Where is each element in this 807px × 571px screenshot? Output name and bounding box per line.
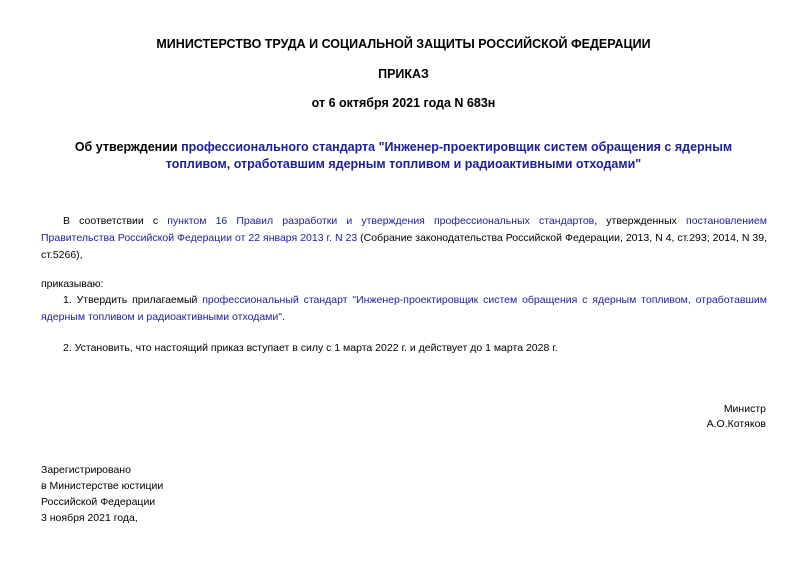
order-date: от 6 октября 2021 года N 683н [311,96,496,110]
title-prefix: Об утверждении [74,140,182,154]
paragraph-legal-basis [41,213,767,264]
prikazyvayu-text: приказываю: [41,278,104,290]
order-heading: ПРИКАЗ [378,67,429,81]
signer-name: А.О.Котяков [706,418,766,430]
professional-standard-link[interactable]: профессиональный стандарт "Инженер-проектировщик систем обращения с ядерным топливом, отработавшим ядерным топливом и радиоактивными отходами" [41,294,767,323]
government-decree-link[interactable]: постановлением Правительства Российской Федерации от 22 января 2013 г. N 23 [41,215,767,244]
registration-line-4: 3 ноября 2021 года, [41,512,138,524]
ministry-heading: МИНИСТЕРСТВО ТРУДА И СОЦИАЛЬНОЙ ЗАЩИТЫ РОССИЙСКОЙ ФЕДЕРАЦИИ [156,37,651,51]
paragraph2-text-2: . [282,311,285,323]
registration-line-2: в Министерстве юстиции [41,480,164,492]
rules-point-16-link[interactable]: пунктом 16 Правил разработки и утверждения профессиональных стандартов [167,215,595,227]
paragraph2-text-1: 1. Утвердить прилагаемый [63,294,203,306]
paragraph1-text-1: В соответствии с [63,215,168,227]
paragraph-effective-date: 2. Установить, что настоящий приказ вступает в силу с 1 марта 2022 г. и действует до 1 марта 2028 г. [63,342,558,354]
signer-position: Министр [723,403,766,415]
paragraph-approve [41,292,767,326]
paragraph1-text-3: (Собрание законодательства Российской Федерации, 2013, N 4, ст.293; 2014, N 39, ст.5266), [41,232,768,261]
order-title [45,139,762,173]
registration-line-3: Российской Федерации [41,496,156,508]
registration-line-1: Зарегистрировано [41,464,131,476]
paragraph1-text-2: , утвержденных [594,215,687,227]
registration-block [41,462,163,526]
professional-standard-title-link[interactable]: профессионального стандарта "Инженер-проектировщик систем обращения с ядерным топливом, отработавшим ядерным топливом и радиоактивными отходами" [165,140,733,171]
